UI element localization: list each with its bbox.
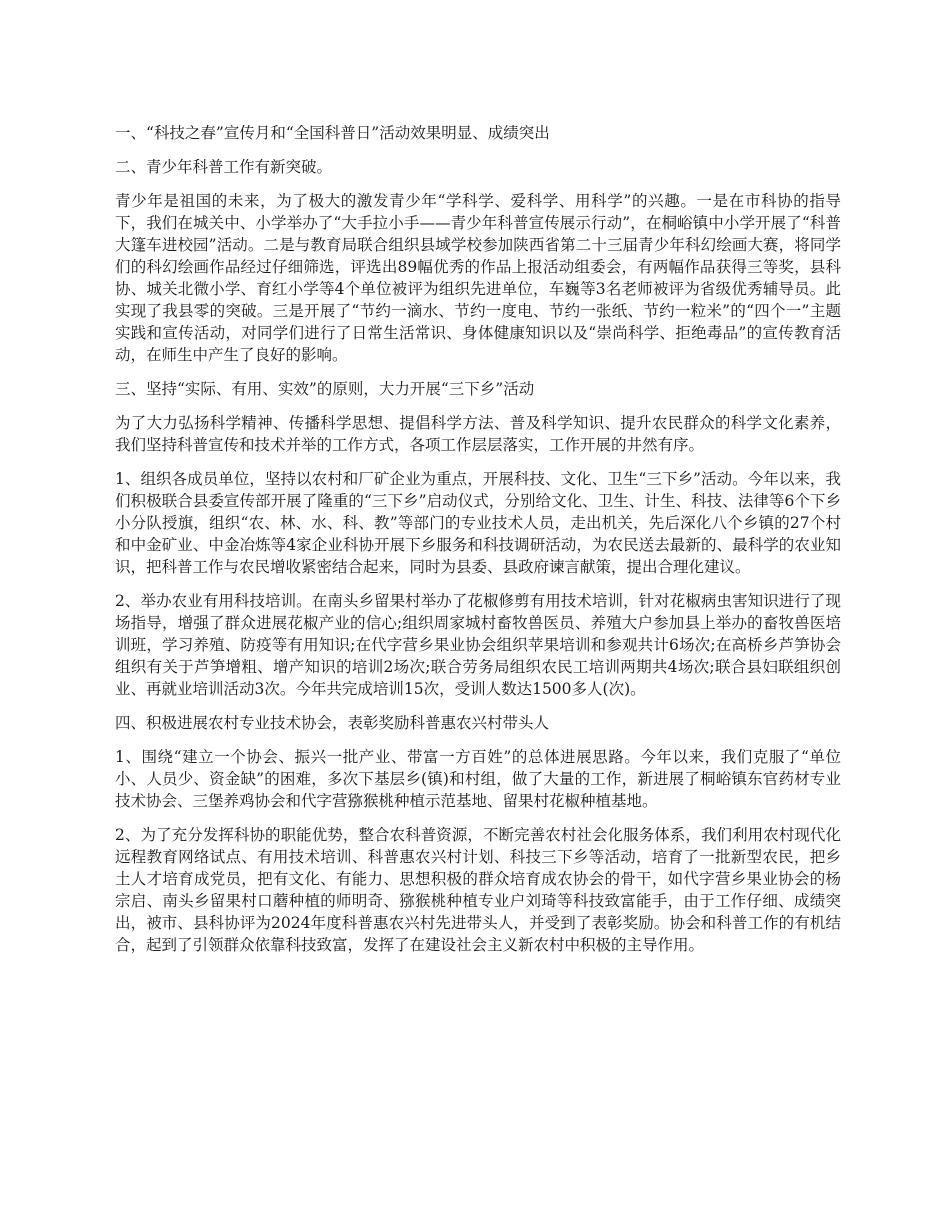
section-heading-2: 二、青少年科普工作有新突破。 (115, 158, 333, 176)
section-heading-3: 三、坚持“实际、有用、实效”的原则，大力开展“三下乡”活动 (115, 380, 535, 398)
body-paragraph: 为了大力弘扬科学精神、传播科学思想、提倡科学方法、普及科学知识、提升农民群众的科学文化素养，我们坚持科普宣传和技术并举的工作方式，各项工作层层落实，工作开展的井然有序。 (115, 414, 841, 454)
body-paragraph: 青少年是祖国的未来，为了极大的激发青少年“学科学、爱科学、用科学”的兴趣。一是在市科协的指导下，我们在城关中、小学举办了“大手拉小手——青少年科普宣传展示行动”，在桐峪镇中小学开展了“科普大篷车进校园”活动。二是与教育局联合组织县域学校参加陕西省第二十三届青少年科幻绘画大赛，将同学们的科幻绘画作品经过仔细筛选，评选出89幅优秀的作品上报活动组委会，有两幅作品获得三等奖，县科协、城关北微小学、育红小学等4个单位被评为组织先进单位，车巍等3名老师被评为省级优秀辅导员。此实现了我县零的突破。三是开展了“节约一滴水、节约一度电、节约一张纸、节约一粒米”的“四个一”主题实践和宣传活动，对同学们进行了日常生活常识、身体健康知识以及“崇尚科学、拒绝毒品”的宣传教育活动，在师生中产生了良好的影响。 (115, 192, 841, 364)
body-paragraph: 1、围绕“建立一个协会、振兴一批产业、带富一方百姓”的总体进展思路。今年以来，我们克服了“单位小、人员少、资金缺”的困难，多次下基层乡(镇)和村组，做了大量的工作，新进展了桐峪镇东官药材专业技术协会、三堡养鸡协会和代字营猕猴桃种植示范基地、留果村花椒种植基地。 (115, 748, 841, 810)
body-paragraph: 2、举办农业有用科技培训。在南头乡留果村举办了花椒修剪有用技术培训，针对花椒病虫害知识进行了现场指导，增强了群众进展花椒产业的信心;组织周家城村畜牧兽医员、养殖大户参加县上举办的畜牧兽医培训班，学习养殖、防疫等有用知识;在代字营乡果业协会组织苹果培训和参观共计6场次;在高桥乡芦笋协会组织有关于芦笋增粗、增产知识的培训2场次;联合劳务局组织农民工培训两期共4场次;联合县妇联组织创业、再就业培训活动3次。今年共完成培训15次，受训人数达1500多人(次)。 (115, 592, 841, 698)
body-paragraph: 2、为了充分发挥科协的职能优势，整合农科普资源，不断完善农村社会化服务体系，我们利用农村现代化远程教育网络试点、有用技术培训、科普惠农兴村计划、科技三下乡等活动，培育了一批新型农民，把乡土人才培育成党员，把有文化、有能力、思想积极的群众培育成农协会的骨干，如代字营乡果业协会的杨宗启、南头乡留果村口蘑种植的师明奇、猕猴桃种植专业户刘琦等科技致富能手，由于工作仔细、成绩突出，被市、县科协评为2024年度科普惠农兴村先进带头人，并受到了表彰奖励。协会和科普工作的有机结合，起到了引领群众依靠科技致富，发挥了在建设社会主义新农村中积极的主导作用。 (115, 826, 841, 954)
section-heading-4: 四、积极进展农村专业技术协会，表彰奖励科普惠农兴村带头人 (115, 714, 550, 732)
body-paragraph: 1、组织各成员单位，坚持以农村和厂矿企业为重点，开展科技、文化、卫生“三下乡”活动。今年以来，我们积极联合县委宣传部开展了隆重的“三下乡”启动仪式，分别给文化、卫生、计生、科技、法律等6个下乡小分队授旗，组织“农、林、水、科、教”等部门的专业技术人员，走出机关，先后深化八个乡镇的27个村和中金矿业、中金冶炼等4家企业科协开展下乡服务和科技调研活动，为农民送去最新的、最科学的农业知识，把科普工作与农民增收紧密结合起来，同时为县委、县政府谏言献策，提出合理化建议。 (115, 470, 841, 576)
document-page (115, 122, 841, 968)
section-heading-1: 一、“科技之春”宣传月和“全国科普日”活动效果明显、成绩突出 (115, 124, 550, 142)
